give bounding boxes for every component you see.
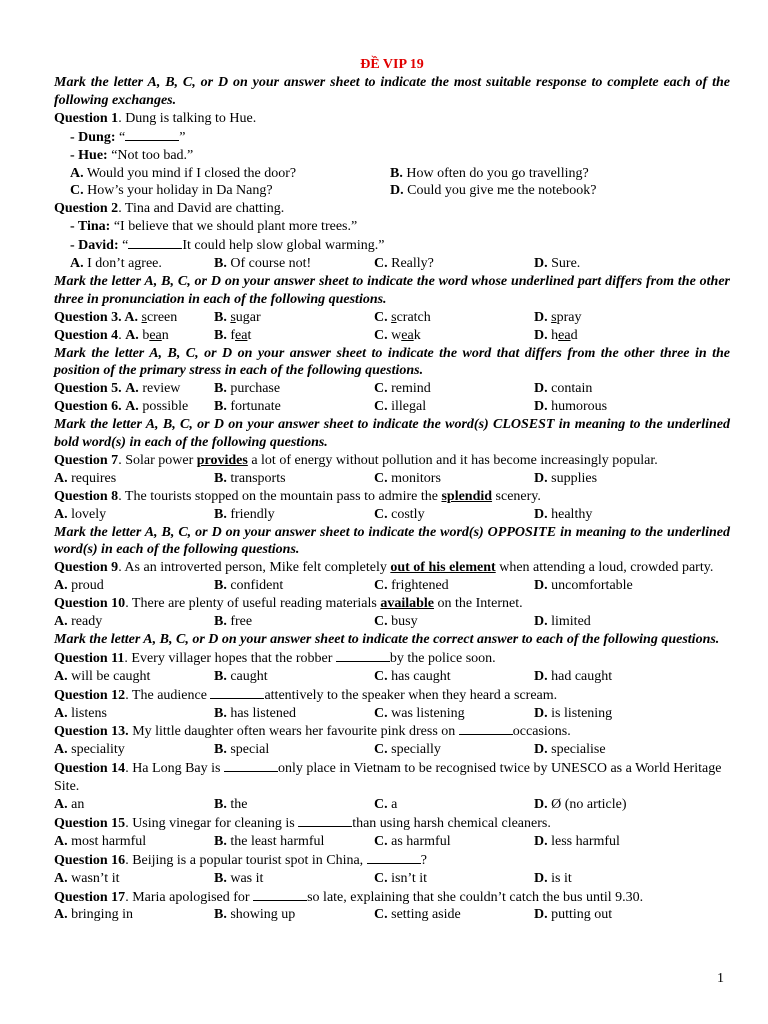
option-d: D. humorous: [534, 399, 608, 415]
option-b: B. the: [214, 797, 248, 813]
question-10: Question 10. There are plenty of useful reading materials available on the Internet.: [54, 596, 523, 612]
option-c: C. illegal: [374, 399, 427, 415]
answer-blank: [224, 759, 278, 772]
option-d: D. had caught: [534, 668, 613, 684]
option-a: Question 3. A. screen: [54, 309, 178, 325]
option-b: B. confident: [214, 578, 284, 594]
option-b: B. special: [214, 742, 270, 758]
option-d: D. putting out: [534, 907, 613, 923]
option-c: C. isn’t it: [374, 870, 428, 886]
option-d: D. uncomfortable: [534, 578, 633, 594]
options-row: [54, 255, 730, 273]
option-d: D. contain: [534, 381, 593, 397]
question-6: [54, 398, 730, 416]
speaker: - Tina:: [70, 219, 111, 235]
instruction-pronunciation: Mark the letter A, B, C, or D on your answer sheet to indicate the word whose underlined part differs from the other three in pronunciation in each of the following questions.: [54, 273, 730, 307]
question-4: [54, 327, 730, 345]
question-16: Question 16. Beijing is a popular tourist spot in China, ?: [54, 852, 427, 868]
options-row: [54, 833, 730, 851]
question-stem: . Tina and David are chatting.: [118, 201, 285, 217]
answer-blank: [367, 851, 421, 864]
options-row: [54, 906, 730, 924]
answer-blank: [125, 128, 179, 141]
options-row: [54, 506, 730, 524]
speaker: - Hue:: [70, 147, 108, 163]
option-b: B. sugar: [214, 309, 261, 325]
answer-blank: [253, 888, 307, 901]
option-a: A. will be caught: [54, 668, 151, 684]
option-a: A. lovely: [54, 506, 107, 522]
option-a: A. an: [54, 797, 85, 813]
question-17: Question 17. Maria apologised for so late, explaining that she couldn’t catch the bus until 9.30.: [54, 889, 644, 905]
option-c: C. a: [374, 797, 398, 813]
dialogue-line: - Tina: “I believe that we should plant more trees.”: [70, 219, 358, 235]
option-b: B. caught: [214, 668, 268, 684]
option-b: B. feat: [214, 327, 252, 343]
option-b: B. Of course not!: [214, 256, 312, 272]
options-row: [54, 165, 730, 183]
option-d: D. head: [534, 327, 578, 343]
option-c: C. How’s your holiday in Da Nang?: [70, 183, 273, 199]
question-8: Question 8. The tourists stopped on the mountain pass to admire the splendid scenery.: [54, 488, 541, 504]
exam-page: [54, 56, 730, 924]
answer-blank: [210, 686, 264, 699]
question-11: Question 11. Every villager hopes that the robber by the police soon.: [54, 650, 496, 666]
option-a: A. proud: [54, 578, 104, 594]
instruction-correct: Mark the letter A, B, C, or D on your answer sheet to indicate the correct answer to each of the following questions.: [54, 631, 720, 647]
option-a: A. requires: [54, 470, 117, 486]
question-stem: . Dung is talking to Hue.: [118, 110, 257, 126]
key-word: out of his element: [390, 560, 496, 576]
question-2: [54, 200, 730, 218]
option-c: C. weak: [374, 327, 421, 343]
option-c: C. as harmful: [374, 833, 451, 849]
option-c: C. setting aside: [374, 907, 461, 923]
page-number: 1: [717, 971, 724, 986]
dialogue-line: - Dung: “ ”: [70, 129, 186, 145]
option-a: Question 6. A. possible: [54, 399, 189, 415]
answer-blank: [336, 649, 390, 662]
option-b: B. the least harmful: [214, 833, 325, 849]
option-b: B. fortunate: [214, 399, 281, 415]
option-c: C. was listening: [374, 705, 465, 721]
answer-blank: [128, 236, 182, 249]
question-label: Question 2: [54, 201, 119, 217]
option-c: C. scratch: [374, 309, 431, 325]
question-3: [54, 309, 730, 327]
question-15: Question 15. Using vinegar for cleaning is than using harsh chemical cleaners.: [54, 815, 551, 831]
answer-blank: [298, 814, 352, 827]
option-c: C. remind: [374, 381, 431, 397]
option-b: B. showing up: [214, 907, 296, 923]
option-c: C. busy: [374, 614, 418, 630]
options-row: [54, 870, 730, 888]
question-1: [54, 110, 730, 128]
option-a: A. Would you mind if I closed the door?: [70, 165, 297, 181]
instruction-opposite: Mark the letter A, B, C, or D on your answer sheet to indicate the word(s) OPPOSITE in meaning to the underlined word(s) in each of the following questions.: [54, 524, 730, 558]
option-d: D. Sure.: [534, 256, 581, 272]
option-c: C. frightened: [374, 578, 449, 594]
option-d: D. limited: [534, 614, 591, 630]
options-row: [54, 577, 730, 595]
key-word: provides: [196, 452, 248, 468]
option-b: B. transports: [214, 470, 286, 486]
option-c: C. costly: [374, 506, 425, 522]
option-a: A. I don’t agree.: [70, 256, 162, 272]
option-d: D. healthy: [534, 506, 593, 522]
question-5: [54, 380, 730, 398]
option-d: D. Ø (no article): [534, 797, 627, 813]
options-row: [54, 705, 730, 723]
option-c: C. Really?: [374, 256, 434, 272]
option-d: D. supplies: [534, 470, 598, 486]
question-13: Question 13. My little daughter often wears her favourite pink dress on occasions.: [54, 724, 571, 740]
option-a: A. wasn’t it: [54, 870, 120, 886]
options-row: [54, 741, 730, 759]
option-b: B. friendly: [214, 506, 275, 522]
option-a: A. bringing in: [54, 907, 133, 923]
option-a: A. listens: [54, 705, 107, 721]
key-word: splendid: [441, 488, 493, 504]
option-d: D. Could you give me the notebook?: [390, 183, 597, 199]
dialogue-line: - Hue: “Not too bad.”: [70, 147, 194, 163]
options-row: [54, 470, 730, 488]
options-row: [54, 668, 730, 686]
options-row: [54, 613, 730, 631]
instruction-closest: Mark the letter A, B, C, or D on your answer sheet to indicate the word(s) CLOSEST in meaning to the underlined bold word(s) in each of the following questions.: [54, 417, 730, 451]
option-c: C. specially: [374, 742, 441, 758]
option-a: Question 5. A. review: [54, 381, 181, 397]
option-d: D. specialise: [534, 742, 606, 758]
options-row: [54, 182, 730, 200]
option-a: Question 4. A. bean: [54, 327, 169, 343]
question-7: Question 7. Solar power provides a lot of energy without pollution and it has become increasingly popular.: [54, 452, 658, 468]
instruction-stress: Mark the letter A, B, C, or D on your answer sheet to indicate the word that differs from the other three in the position of the primary stress in each of the following questions.: [54, 345, 730, 379]
option-b: B. was it: [214, 870, 264, 886]
option-b: B. free: [214, 614, 253, 630]
question-14: Question 14. Ha Long Bay is only place in Vietnam to be recognised twice by UNESCO as a World Heritage Site.: [54, 761, 722, 795]
question-9: Question 9. As an introverted person, Mike felt completely out of his element when attending a loud, crowded party.: [54, 560, 714, 576]
exam-title: ĐỀ VIP 19: [360, 57, 424, 72]
question-label: Question 1: [54, 110, 119, 126]
options-row: [54, 796, 730, 814]
option-a: A. speciality: [54, 742, 125, 758]
option-a: A. ready: [54, 614, 103, 630]
option-d: D. is listening: [534, 705, 613, 721]
answer-blank: [459, 722, 513, 735]
option-c: C. has caught: [374, 668, 451, 684]
speaker: - Dung:: [70, 129, 116, 145]
speaker: - David:: [70, 238, 119, 254]
option-a: A. most harmful: [54, 833, 147, 849]
dialogue-line: - David: “ It could help slow global warming.”: [70, 238, 385, 254]
option-d: D. is it: [534, 870, 572, 886]
option-b: B. purchase: [214, 381, 281, 397]
key-word: available: [380, 596, 434, 612]
option-c: C. monitors: [374, 470, 441, 486]
instruction-exchanges: Mark the letter A, B, C, or D on your answer sheet to indicate the most suitable response to complete each of the following exchanges.: [54, 75, 730, 108]
option-d: D. less harmful: [534, 833, 620, 849]
option-d: D. spray: [534, 309, 582, 325]
option-b: B. has listened: [214, 705, 297, 721]
question-12: Question 12. The audience attentively to the speaker when they heard a scream.: [54, 687, 558, 703]
option-b: B. How often do you go travelling?: [390, 165, 589, 181]
